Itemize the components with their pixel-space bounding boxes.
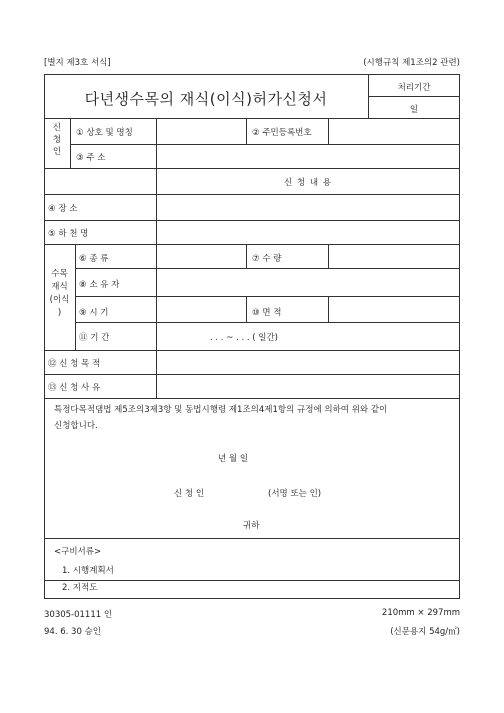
place-label: ④ 장 소 bbox=[48, 204, 78, 214]
application-form bbox=[44, 74, 460, 581]
request-content-header: 신 청 내 용 bbox=[284, 178, 332, 188]
form-code: 30305-01111 인 bbox=[44, 610, 113, 620]
reason-label: ⑬ 신 청 사 유 bbox=[48, 383, 101, 393]
form-number: [별지 제3호 서식] bbox=[44, 58, 111, 68]
attachment-item: 2. 지적도 bbox=[62, 583, 98, 593]
paper-type: (신문용지 54g/㎡) bbox=[390, 627, 460, 637]
kind-label: ⑥ 종 류 bbox=[79, 254, 109, 264]
owner-label: ⑧ 소 유 자 bbox=[79, 280, 120, 290]
related-regulation: (시행규칙 제1조의2 관련) bbox=[363, 58, 460, 68]
applicant-sign-label: 신 청 인 bbox=[174, 489, 205, 499]
processing-period-label: 처리기간 bbox=[397, 83, 431, 93]
signature-note: (서명 또는 인) bbox=[268, 489, 322, 499]
attachments-header: <구비서류> bbox=[54, 547, 102, 557]
processing-period-value: 일 bbox=[409, 105, 419, 115]
time-label: ⑨ 시 기 bbox=[79, 308, 109, 318]
approval-date: 94. 6. 30 승인 bbox=[44, 627, 101, 637]
form-title: 다년생수목의 재식(이식)허가신청서 bbox=[84, 90, 328, 108]
applicant-section-label: 신 청 인 bbox=[52, 123, 62, 157]
period-label: ⑪ 기 간 bbox=[79, 333, 110, 343]
statement-line-2: 신청합니다. bbox=[54, 421, 98, 431]
purpose-label: ⑫ 신 청 목 적 bbox=[48, 359, 101, 369]
quantity-label: ⑦ 수 량 bbox=[252, 254, 282, 264]
period-value: . . . ~ . . . ( 일간) bbox=[210, 333, 279, 343]
tree-section-label: 수목 재식 (이식 ) bbox=[49, 269, 70, 318]
attachment-item: 1. 시행계획서 bbox=[62, 566, 114, 576]
recipient-label: 귀하 bbox=[243, 521, 260, 531]
area-label: ⑩ 면 적 bbox=[252, 308, 282, 318]
address-label: ③ 주 소 bbox=[76, 153, 106, 163]
statement-line-1: 특정다목적댐법 제5조의3제3항 및 동법시행령 제1조의4제1항의 규정에 의하여 위와 같이 bbox=[54, 405, 388, 415]
river-name-label: ⑤ 하 천 명 bbox=[48, 229, 89, 239]
paper-size: 210mm × 297mm bbox=[381, 608, 460, 618]
name-label: ① 상호 및 명칭 bbox=[76, 128, 133, 138]
resident-number-label: ② 주민등록번호 bbox=[252, 128, 312, 138]
application-date: 년 월 일 bbox=[218, 454, 249, 464]
